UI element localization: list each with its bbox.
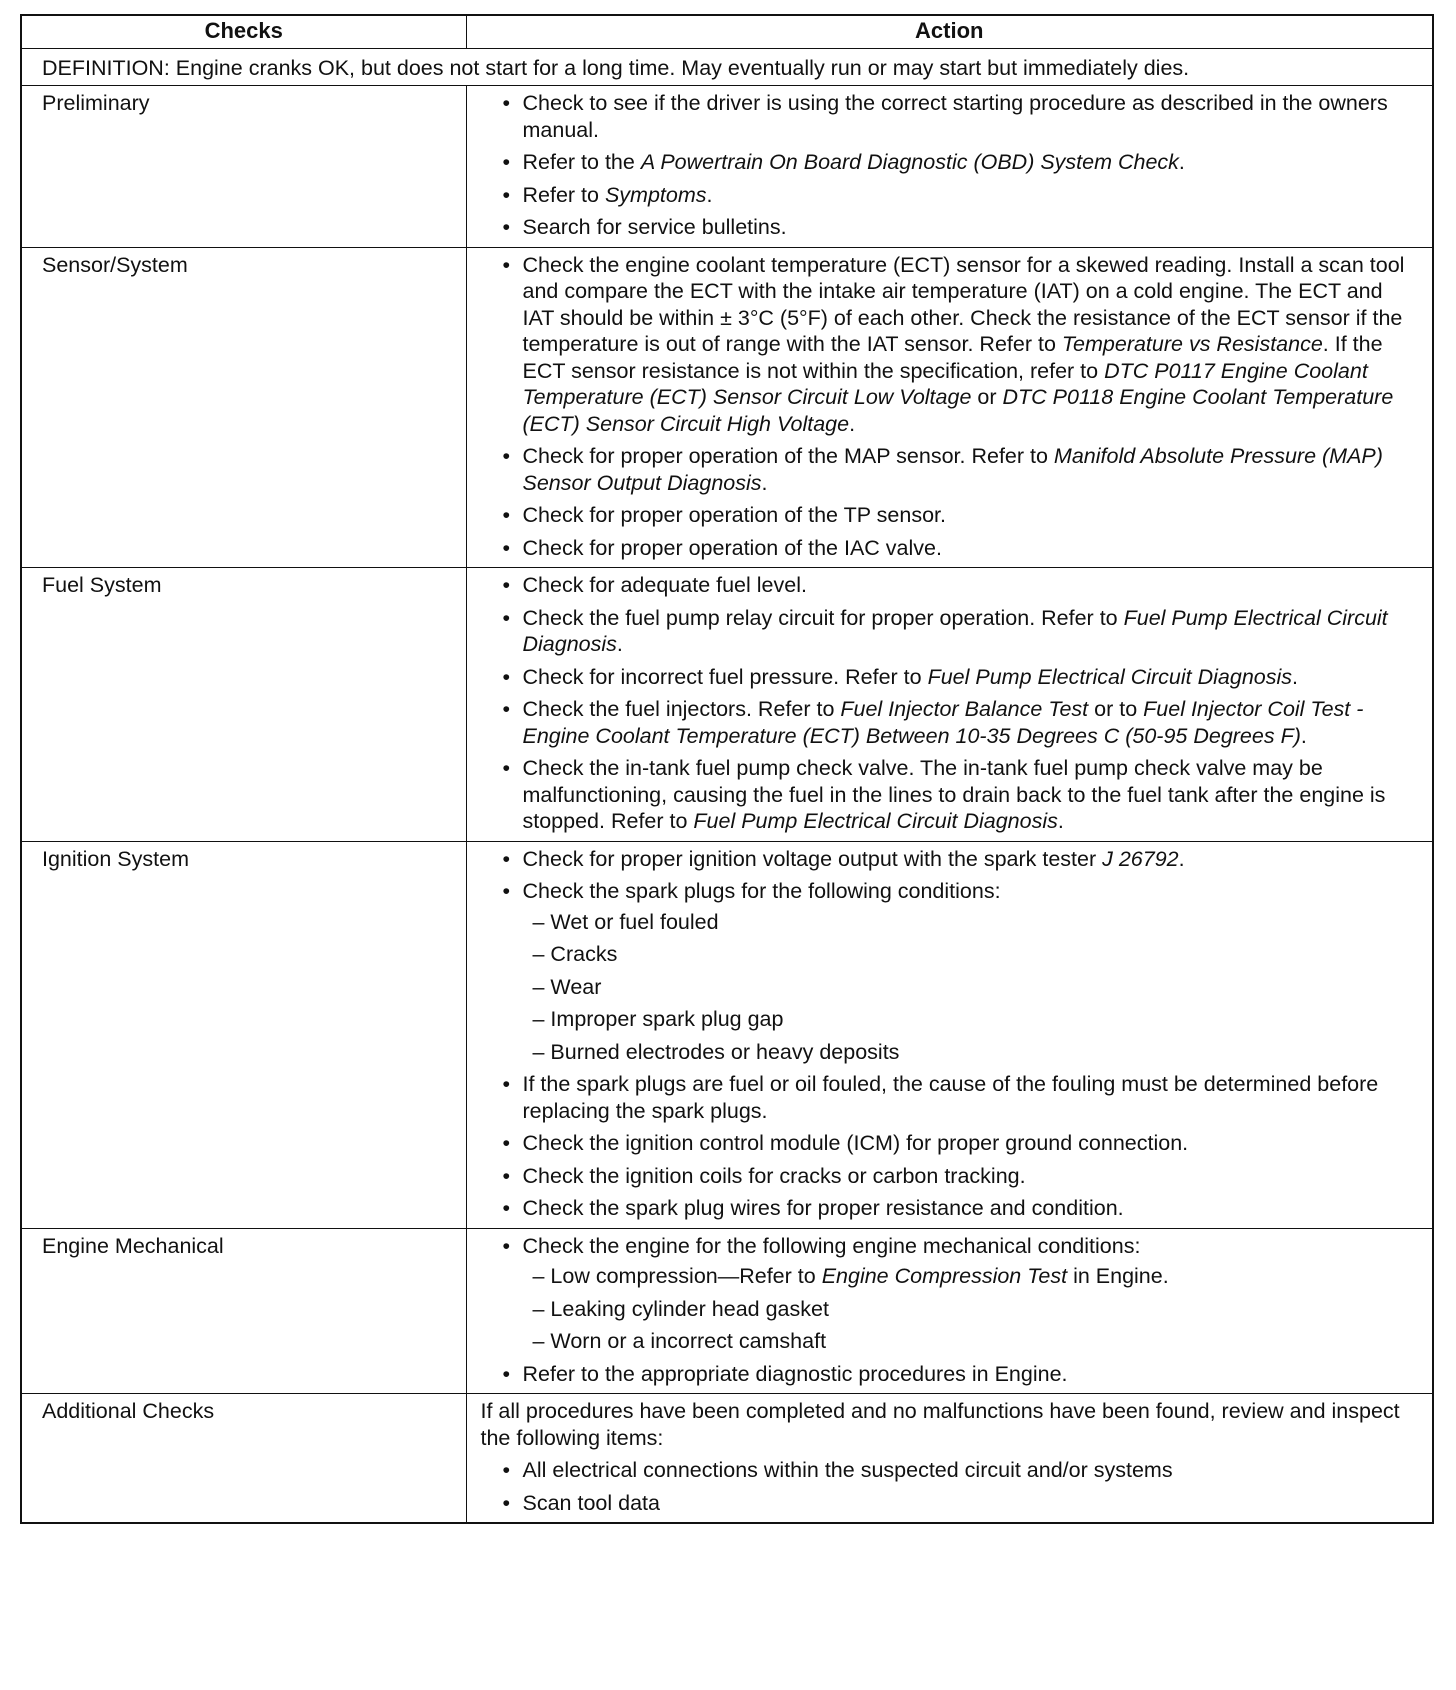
action-item [501,90,1419,143]
body-text: Refer to [522,182,605,207]
bullet-icon: • [502,252,511,277]
body-text: in Engine. [1067,1264,1169,1288]
action-cell [466,1394,1433,1524]
body-text: Refer to the appropriate diagnostic procedures in Engine. [522,1361,1068,1386]
action-intro: If all procedures have been completed and no malfunctions have been found, review and inspect the following items: [480,1399,1400,1450]
bullet-icon: • [502,1072,511,1096]
action-column-header: Action [466,15,1433,48]
bullet-icon: • [502,150,511,174]
reference-text: A Powertrain On Board Diagnostic (OBD) System Check [640,150,1179,174]
body-text: . [1057,809,1064,833]
bullet-icon: • [502,1490,511,1515]
body-text: Check for proper operation of the TP sensor. [522,503,946,527]
action-item [501,182,1419,209]
body-text: Check for adequate fuel level. [522,573,807,597]
bullet-icon: • [502,697,511,721]
body-text: . [1178,150,1185,174]
body-text: Refer to the [522,150,641,174]
action-list [501,90,1419,241]
action-item [501,605,1419,658]
action-list [481,1457,1419,1516]
body-text: – Burned electrodes or heavy deposits [532,1039,900,1064]
body-text: Check for proper operation of the MAP sensor. Refer to [522,444,1054,468]
action-list [501,1233,1419,1388]
body-text: or [971,385,1003,409]
reference-text: Fuel Pump Electrical Circuit Diagnosis [927,664,1293,689]
bullet-icon: • [502,756,511,780]
check-category: Engine Mechanical [21,1228,466,1394]
sub-condition-item [533,1006,1419,1033]
action-list [501,572,1419,835]
action-item [501,1195,1419,1222]
reference-text: Fuel Pump Electrical Circuit Diagnosis [522,605,1388,656]
sub-condition-list [523,1263,1419,1355]
sub-condition-item [533,1296,1419,1323]
row-fuel-system [21,568,1433,842]
body-text: Check for incorrect fuel pressure. Refer to [522,664,928,689]
reference-text: Fuel Injector Balance Test [840,697,1089,721]
body-text: Check the engine coolant temperature (ECT) sensor for a skewed reading. Install a scan tool and compare the ECT with the intake air temperature (IAT) on a cold engine. The ECT and IAT should be within ± 3°C (5°F) of each other. Check the resistance of the ECT sensor if the temperature is out of range with the IAT sensor. Refer to [522,252,1405,356]
checks-column-header: Checks [21,15,466,48]
bullet-icon: • [502,503,511,527]
body-text: Check the spark plugs for the following conditions: [522,879,1001,903]
action-item [501,572,1419,599]
bullet-icon: • [502,879,511,903]
action-cell [466,86,1433,248]
table-header-row [21,15,1433,48]
bullet-icon: • [502,664,511,689]
body-text: . [1292,664,1298,689]
row-additional-checks [21,1394,1433,1524]
reference-text: Symptoms [604,182,707,207]
action-item [501,755,1419,835]
check-category: Sensor/System [21,247,466,568]
body-text: – Leaking cylinder head gasket [532,1296,829,1321]
action-item [501,878,1419,1065]
bullet-icon: • [502,215,511,239]
reference-text: DTC P0117 Engine Coolant Temperature (ECT) Sensor Circuit Low Voltage [522,358,1368,409]
body-text: . [849,411,856,436]
diagnostic-sheet [20,14,1434,1524]
action-item [501,149,1419,176]
action-item [501,1457,1419,1484]
bullet-icon: • [502,444,511,468]
body-text: – Worn or a incorrect camshaft [532,1329,827,1353]
action-item [501,1163,1419,1190]
sub-condition-item [533,974,1419,1001]
sub-condition-item [533,1328,1419,1355]
row-engine-mechanical [21,1228,1433,1394]
body-text: – Low compression—Refer to [532,1264,822,1288]
check-category: Additional Checks [21,1394,466,1524]
reference-text: DTC P0118 Engine Coolant Temperature (ECT) Sensor Circuit High Voltage [522,385,1394,436]
check-category: Preliminary [21,86,466,248]
diagnostic-table [20,14,1434,1524]
body-text: If the spark plugs are fuel or oil fouled, the cause of the fouling must be determined before replacing the spark plugs. [522,1072,1379,1123]
bullet-icon: • [502,1458,511,1482]
reference-text: Engine Compression Test [821,1264,1068,1288]
body-text: Check for proper ignition voltage output with the spark tester [522,846,1103,871]
body-text: or to [1088,697,1144,721]
body-text: Check the fuel pump relay circuit for proper operation. Refer to [522,605,1124,630]
action-item [501,1130,1419,1157]
action-cell [466,568,1433,842]
body-text: . [1300,723,1307,748]
body-text: – Improper spark plug gap [532,1007,784,1031]
action-item [501,252,1419,438]
body-text: – Cracks [532,942,618,966]
bullet-icon: • [502,846,511,871]
body-text: . [761,470,768,495]
action-item [501,1490,1419,1517]
sub-condition-item [533,941,1419,968]
body-text: Check the ignition coils for cracks or carbon tracking. [522,1163,1026,1188]
reference-text: Temperature vs Resistance [1061,332,1323,356]
body-text: Search for service bulletins. [522,215,787,239]
body-text: Check the in-tank fuel pump check valve. The in-tank fuel pump check valve may be malfunctioning, causing the fuel in the lines to drain back to the fuel tank after the engine is stopped. Refer to [522,756,1386,833]
bullet-icon: • [502,1131,511,1155]
action-cell [466,1228,1433,1394]
bullet-icon: • [502,182,511,207]
action-item [501,846,1419,873]
body-text: . If the ECT sensor resistance is not within the specification, refer to [522,332,1383,383]
body-text: . [706,182,713,207]
action-item [501,664,1419,691]
sub-condition-list [523,909,1419,1066]
bullet-icon: • [502,535,511,560]
action-item [501,1361,1419,1388]
sub-condition-item [533,1039,1419,1066]
action-item [501,502,1419,529]
check-category: Ignition System [21,841,466,1228]
bullet-icon: • [502,91,511,115]
bullet-icon: • [502,573,511,597]
body-text: . [616,632,623,656]
body-text: – Wet or fuel fouled [532,909,719,934]
body-text: Check to see if the driver is using the correct starting procedure as described in the owners manual. [522,91,1388,142]
action-item [501,696,1419,749]
action-item [501,1071,1419,1124]
body-text: . [1178,846,1185,871]
bullet-icon: • [502,1361,511,1386]
body-text: – Wear [532,974,602,999]
row-ignition-system [21,841,1433,1228]
action-item [501,1233,1419,1355]
definition-text: DEFINITION: Engine cranks OK, but does not start for a long time. May eventually run or may start but immediately dies. [21,48,1433,86]
sub-condition-item [533,1263,1419,1290]
bullet-icon: • [502,1233,511,1258]
reference-text: J 26792 [1102,846,1179,871]
body-text: Check for proper operation of the IAC valve. [522,535,942,560]
bullet-icon: • [502,1163,511,1188]
definition-row [21,48,1433,86]
reference-text: Manifold Absolute Pressure (MAP) Sensor Output Diagnosis [522,444,1383,495]
check-category: Fuel System [21,568,466,842]
body-text: Check the ignition control module (ICM) for proper ground connection. [522,1131,1189,1155]
action-list [501,252,1419,562]
reference-text: Fuel Injector Coil Test - Engine Coolant Temperature (ECT) Between 10-35 Degrees C (50-95 Degrees F) [522,697,1364,748]
body-text: Check the spark plug wires for proper resistance and condition. [522,1196,1124,1220]
body-text: Scan tool data [522,1490,660,1515]
action-item [501,535,1419,562]
action-item [501,443,1419,496]
body-text: All electrical connections within the suspected circuit and/or systems [522,1458,1173,1482]
action-item [501,214,1419,241]
action-cell [466,247,1433,568]
table-body [21,48,1433,1523]
action-list [501,846,1419,1222]
action-cell [466,841,1433,1228]
row-sensor-system [21,247,1433,568]
bullet-icon: • [502,605,511,630]
row-preliminary [21,86,1433,248]
body-text: Check the fuel injectors. Refer to [522,697,841,721]
body-text: Check the engine for the following engine mechanical conditions: [522,1233,1141,1258]
reference-text: Fuel Pump Electrical Circuit Diagnosis [693,809,1058,833]
sub-condition-item [533,909,1419,936]
bullet-icon: • [502,1196,511,1220]
